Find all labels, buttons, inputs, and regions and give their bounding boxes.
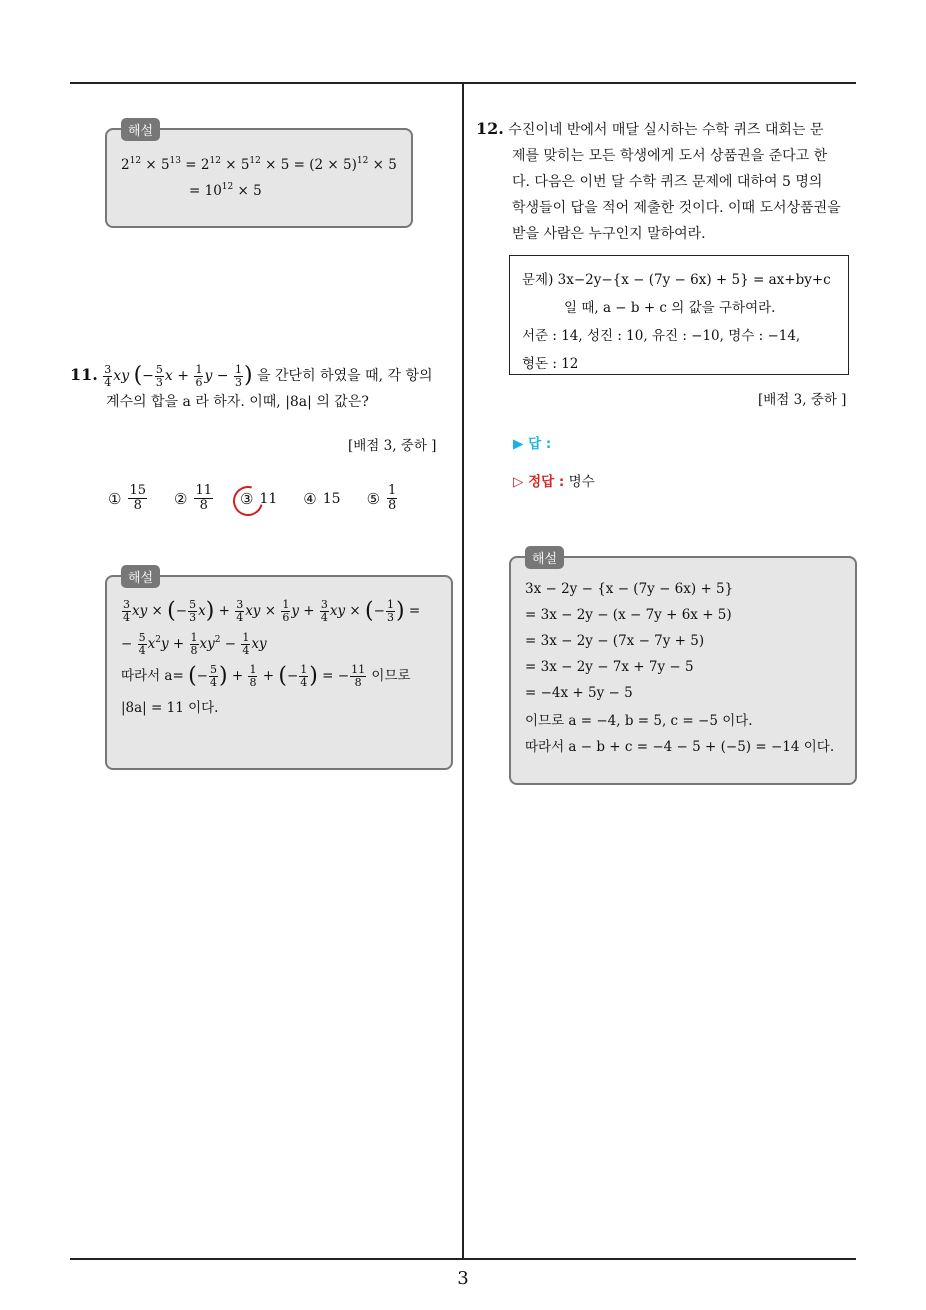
- q11-solution-line4: |8a| = 11 이다.: [121, 700, 219, 716]
- choice-3[interactable]: ③ 11: [240, 490, 277, 508]
- q10-solution-line2: = $10^{12} \times 5$: [189, 182, 262, 199]
- problem-line3: 서준 : 14, 성진 : 10, 유진 : −10, 명수 : −14,: [522, 328, 801, 344]
- solution-tag: 해설: [121, 118, 160, 141]
- choice-2[interactable]: ② $\frac{11}{8}$: [174, 483, 212, 513]
- q11-solution-line2: − $\frac{5}{4}$ $x^2y$ + $\frac{1}{8}$ $xy^2$ − $\frac{1}{4}$ xy: [121, 630, 267, 657]
- problem-line2: 일 때, a − b + c 의 값을 구하여라.: [564, 300, 776, 316]
- solution-tag: 해설: [525, 546, 564, 569]
- q12-solution-box: [509, 552, 857, 785]
- q11-question: 11. $\frac{3}{4}$ xy (− $\frac{5}{3}$ x + $\frac{1}{6}$ y − $\frac{1}{3}$ ) 을 간단히 하였을 때, 각 항의 계수의 합을 a 라 하자. 이때, |8a| 의 값은?: [70, 362, 454, 415]
- q11-number: 11.: [70, 365, 98, 384]
- q12-solution-line: 3x − 2y − {x − (7y − 6x) + 5}: [525, 581, 734, 597]
- q12-solution-line: = 3x − 2y − (x − 7y + 6x + 5): [525, 607, 732, 623]
- q12-solution-line: 따라서 a − b + c = −4 − 5 + (−5) = −14 이다.: [525, 739, 835, 755]
- column-divider: [462, 84, 464, 1258]
- q12-number: 12.: [476, 119, 504, 138]
- q10-solution-box: [105, 124, 413, 228]
- choice-5[interactable]: ⑤ $\frac{1}{8}$: [366, 483, 397, 513]
- q11-text-rest: 을 간단히 하였을 때, 각 항의: [257, 368, 433, 384]
- q11-solution-line1: $\frac{3}{4}$ xy × (− $\frac{5}{3}$ x) + $\frac{3}{4}$ xy × $\frac{1}{6}$ y + $\frac{3}{4}$ xy × (− $\frac{1}{3}$ ) =: [123, 598, 421, 624]
- q12-points: [배점 3, 중하 ]: [758, 392, 847, 408]
- correct-value: 명수: [568, 474, 595, 490]
- choice-1[interactable]: ① $\frac{15}{8}$: [108, 483, 146, 513]
- choice-4[interactable]: ④ 15: [303, 489, 341, 508]
- answer-label: ▶ 답 :: [513, 436, 552, 452]
- problem-line1: 문제) 3x−2y−{x − (7y − 6x) + 5} = ax+by+c: [522, 272, 831, 288]
- q12-solution-line: = 3x − 2y − 7x + 7y − 5: [525, 659, 694, 675]
- q12-solution-line: = 3x − 2y − (7x − 7y + 5): [525, 633, 705, 649]
- page-number: 3: [457, 1268, 469, 1289]
- correct-label: ▷ 정답 :: [513, 474, 565, 490]
- q10-solution-line1: $2^{12} \times 5^{13} = 2^{12} \times 5^{12} \times 5 = (2 \times 5)^{12} \times 5$: [121, 156, 397, 173]
- problem-line4: 형돈 : 12: [522, 356, 579, 372]
- q11-solution-box: [105, 571, 453, 770]
- correct-answer: [513, 470, 595, 490]
- bottom-rule: [70, 1258, 856, 1260]
- q12-problem-box: [509, 255, 849, 375]
- q11-solution-line3: 따라서 a= (− $\frac{5}{4}$ ) + $\frac{1}{8}$ + (− $\frac{1}{4}$ ) = − $\frac{11}{8}$ 이므로: [121, 662, 411, 689]
- selected-circle-icon: [228, 480, 269, 521]
- q11-text-line2: 계수의 합을 a 라 하자. 이때, |8a| 의 값은?: [106, 394, 369, 410]
- q11-points: [배점 3, 중하 ]: [348, 438, 437, 454]
- solution-tag: 해설: [121, 565, 160, 588]
- q12-solution-line: 이므로 a = −4, b = 5, c = −5 이다.: [525, 713, 753, 729]
- q11-choices: [108, 484, 424, 513]
- q12-solution-line: = −4x + 5y − 5: [525, 685, 633, 701]
- q12-question: 12. 수진이네 반에서 매달 실시하는 수학 퀴즈 대회는 문 제를 맞히는 모든 학생에게 도서 상품권을 준다고 한 다. 다음은 이번 달 수학 퀴즈 문제에 대하여 5 명의 학생들이 답을 적어 제출한 것이다. 이때 도서상품권을 받을 사람은 누구인지 말하여라.: [476, 119, 841, 242]
